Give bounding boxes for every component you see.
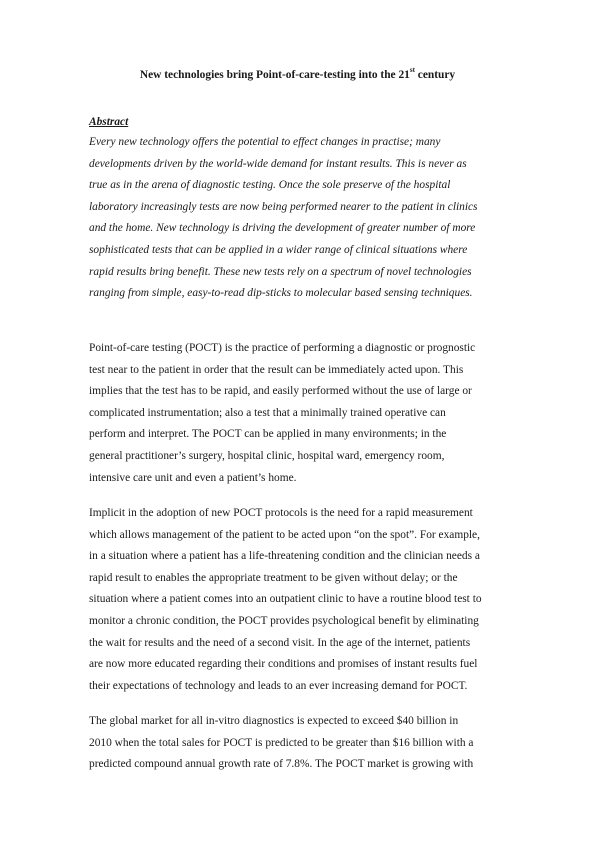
title-tail-text: century	[414, 69, 456, 81]
paragraph-line: monitor a chronic condition, the POCT provides psychological benefit by eliminating	[89, 614, 479, 627]
paragraph-line: predicted compound annual growth rate of 7.8%. The POCT market is growing with	[89, 758, 474, 771]
paragraph-line: The global market for all in-vitro diagnostics is expected to exceed $40 billion in	[89, 715, 459, 727]
paragraph-line: perform and interpret. The POCT can be applied in many environments; in the	[89, 428, 447, 441]
abstract-body	[89, 132, 529, 305]
abstract-line: and the home. New technology is driving the development of greater number of more	[89, 222, 476, 235]
paragraph-line: are now more educated regarding their conditions and promises of instant results fuel	[89, 658, 478, 671]
abstract-line: true as in the arena of diagnostic testing. Once the sole preserve of the hospital	[89, 179, 451, 192]
abstract-line: rapid results bring benefit. These new tests rely on a spectrum of novel technologies	[89, 265, 472, 278]
document-title	[60, 68, 535, 82]
body-paragraph-2	[89, 503, 529, 697]
paragraph-line: implies that the test has to be rapid, and easily performed without the use of large or	[89, 385, 472, 398]
paragraph-line: in a situation where a patient has a life-threatening condition and the clinician needs a	[89, 550, 480, 563]
paragraph-line: Implicit in the adoption of new POCT protocols is the need for a rapid measurement	[89, 507, 473, 519]
paragraph-line: rapid result to enables the appropriate treatment to be given without delay; or the	[89, 571, 458, 584]
abstract-line: sophisticated tests that can be applied in a wider range of clinical situations where	[89, 243, 468, 256]
paragraph-line: test near to the patient in order that the result can be immediately acted upon. This	[89, 363, 464, 376]
paragraph-line: which allows management of the patient to be acted upon “on the spot”. For example,	[89, 528, 480, 541]
body-paragraph-1	[89, 338, 529, 489]
body-paragraph-3	[89, 711, 529, 776]
paragraph-line: Point-of-care testing (POCT) is the practice of performing a diagnostic or prognostic	[89, 342, 476, 354]
paragraph-line: general practitioner’s surgery, hospital clinic, hospital ward, emergency room,	[89, 449, 445, 462]
paragraph-line: intensive care unit and even a patient’s home.	[89, 471, 297, 484]
abstract-line: developments driven by the world-wide demand for instant results. This is never as	[89, 157, 467, 170]
paragraph-line: situation where a patient comes into an outpatient clinic to have a routine blood test to	[89, 593, 482, 606]
paragraph-line: the wait for results and the need of a second visit. In the age of the internet, patients	[89, 636, 471, 649]
abstract-line: laboratory increasingly tests are now being performed nearer to the patient in clinics	[89, 200, 478, 213]
title-superscript: st	[409, 66, 415, 75]
paragraph-line: 2010 when the total sales for POCT is predicted to be greater than $16 billion with a	[89, 736, 474, 749]
abstract-heading: Abstract	[89, 116, 129, 128]
title-main-text: New technologies bring Point-of-care-testing into the 21	[139, 69, 410, 81]
abstract-line: Every new technology offers the potential to effect changes in practise; many	[89, 136, 441, 148]
paragraph-line: complicated instrumentation; also a test that a minimally trained operative can	[89, 406, 446, 419]
paragraph-line: their expectations of technology and leads to an ever increasing demand for POCT.	[89, 679, 468, 692]
abstract-line: ranging from simple, easy-to-read dip-sticks to molecular based sensing techniques.	[89, 287, 473, 300]
